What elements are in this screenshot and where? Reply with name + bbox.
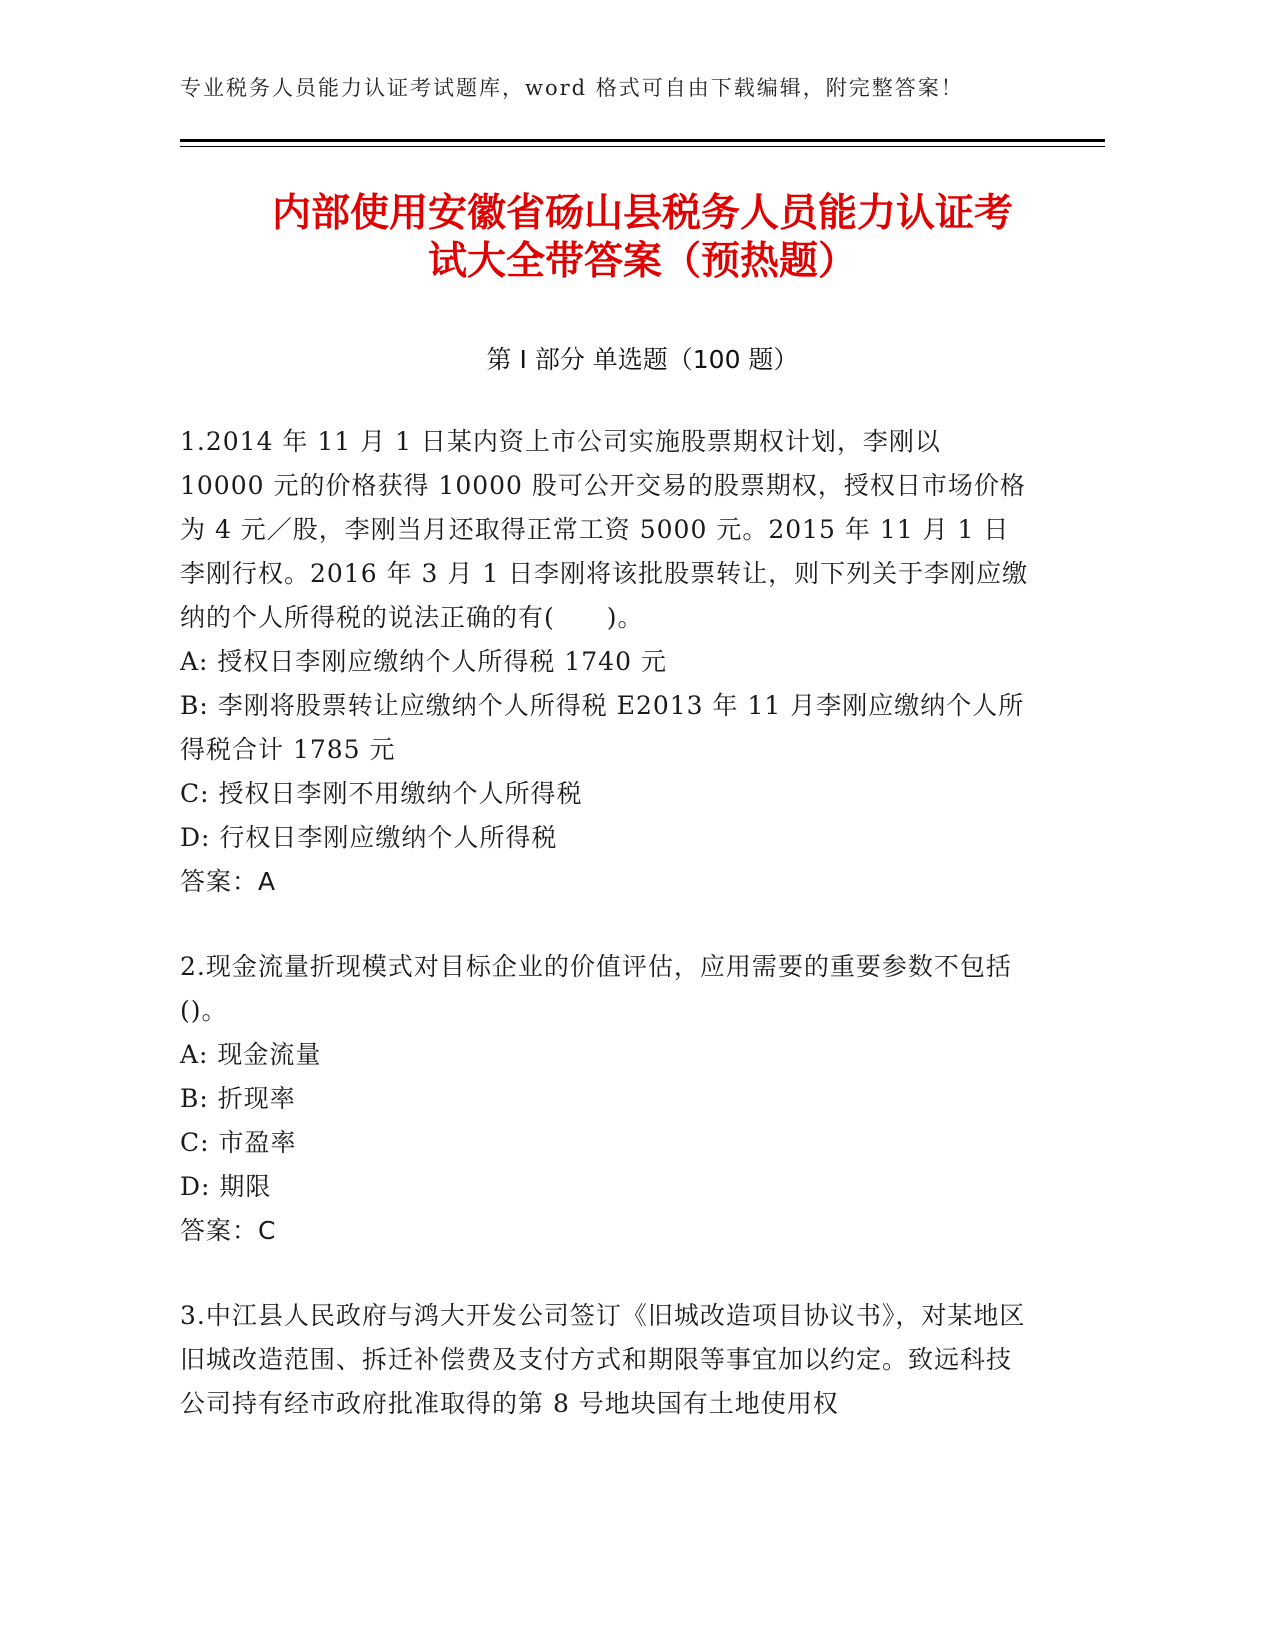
question-text: 3.中江县人民政府与鸿大开发公司签订《旧城改造项目协议书》，对某地区旧城改造范围、拆迁补偿费及支付方式和期限等事宜加以约定。致远科技公司持有经市政府批准取得的第 8 号地块国有土地使用权	[180, 1301, 1026, 1418]
answer: 答案：A	[180, 867, 277, 896]
question-text: 1.2014 年 11 月 1 日某内资上市公司实施股票期权计划，李刚以 10000 元的价格获得 10000 股可公开交易的股票期权，授权日市场价格为 4 元／股，李刚当月还取得正常工资 5000 元。2015 年 11 月 1 日李刚行权。2016 年 3 月 1 日李刚将该批股票转让，则下列关于李刚应缴纳的个人所得税的说法正确的有( )。	[180, 427, 1029, 632]
option-d: D: 期限	[180, 1172, 272, 1201]
question-3	[180, 1294, 1030, 1426]
section-title: 第 I 部分 单选题（100 题）	[486, 345, 799, 374]
question-text: 2.现金流量折现模式对目标企业的价值评估，应用需要的重要参数不包括()。	[180, 952, 1012, 1025]
header-rule-thick	[180, 139, 1105, 142]
document-title-line2: 试大全带答案（预热题）	[427, 239, 857, 284]
option-a: A: 现金流量	[180, 1040, 322, 1069]
option-c: C: 市盈率	[180, 1128, 297, 1157]
option-c: C: 授权日李刚不用缴纳个人所得税	[180, 779, 583, 808]
document-title	[180, 190, 1105, 286]
option-b: B: 折现率	[180, 1084, 296, 1113]
option-d: D: 行权日李刚应缴纳个人所得税	[180, 823, 558, 852]
answer: 答案：C	[180, 1216, 277, 1245]
document-title-line1: 内部使用安徽省砀山县税务人员能力认证考	[271, 191, 1013, 236]
header-note: 专业税务人员能力认证考试题库，word 格式可自由下载编辑，附完整答案！	[180, 76, 964, 100]
header-rule-thin	[180, 146, 1105, 147]
question-1	[180, 420, 1030, 904]
option-b: B: 李刚将股票转让应缴纳个人所得税 E2013 年 11 月李刚应缴纳个人所得税合计 1785 元	[180, 691, 1025, 764]
option-a: A: 授权日李刚应缴纳个人所得税 1740 元	[180, 647, 667, 676]
question-2	[180, 945, 1030, 1253]
question-list	[180, 420, 1030, 1467]
